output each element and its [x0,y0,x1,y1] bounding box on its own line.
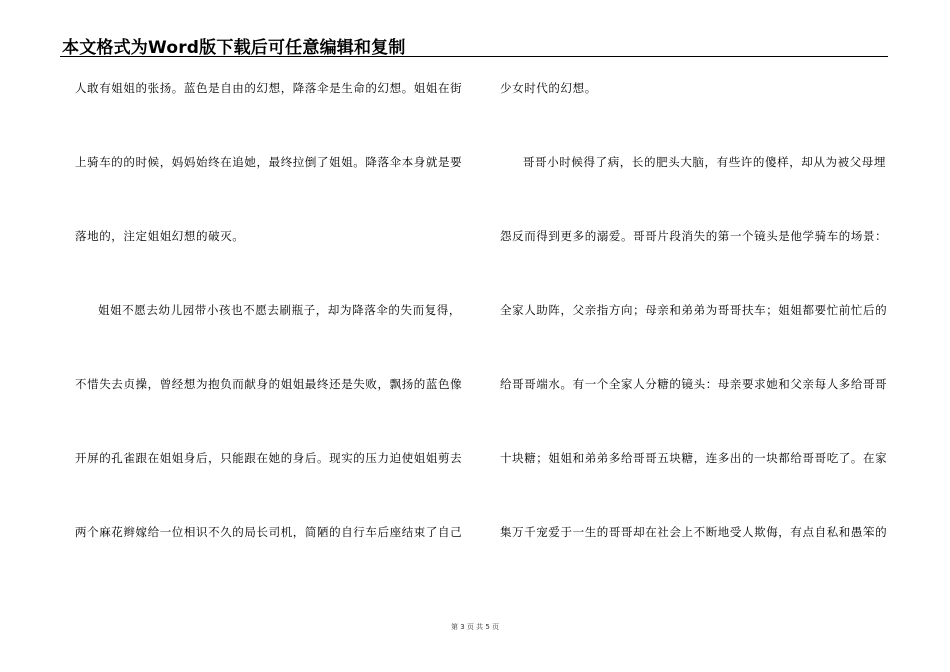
left-line-5: 不惜失去贞操，曾经想为抱负而献身的姐姐最终还是失败，飘扬的蓝色像 [75,377,463,391]
right-line-6: 十块糖；姐姐和弟弟多给哥哥五块糖，连多出的一块都给哥哥吃了。在家 [500,451,888,465]
left-line-6: 开屏的孔雀跟在姐姐身后，只能跟在她的身后。现实的压力迫使姐姐剪去 [75,451,463,465]
left-line-3: 落地的，注定姐姐幻想的破灭。 [75,229,245,243]
left-line-2: 上骑车的的时候，妈妈始终在追她，最终拉倒了姐姐。降落伞本身就是要 [75,155,463,169]
right-line-7: 集万千宠爱于一生的哥哥却在社会上不断地受人欺侮，有点自私和愚笨的 [500,525,888,539]
page-number-footer: 第 3 页 共 5 页 [450,623,500,631]
left-line-4: 姐姐不愿去幼儿园带小孩也不愿去刷瓶子，却为降落伞的失而复得， [98,303,461,317]
right-line-5: 给哥哥端水。有一个全家人分糖的镜头：母亲要求她和父亲每人多给哥哥 [500,377,888,391]
left-line-1: 人敢有姐姐的张扬。蓝色是自由的幻想，降落伞是生命的幻想。姐姐在街 [75,81,463,95]
left-line-7: 两个麻花辫嫁给一位相识不久的局长司机，简陋的自行车后座结束了自己 [75,525,463,539]
right-line-3: 怨反而得到更多的溺爱。哥哥片段消失的第一个镜头是他学骑车的场景： [500,229,888,243]
document-header-title: 本文格式为Word版下载后可任意编辑和复制 [62,38,406,58]
right-line-2: 哥哥小时候得了病，长的肥头大脑，有些许的傻样，却从为被父母埋 [523,155,886,169]
right-line-4: 全家人助阵，父亲指方向；母亲和弟弟为哥哥扶车；姐姐都要忙前忙后的 [500,303,888,317]
right-line-1: 少女时代的幻想。 [500,81,597,95]
header-divider [60,56,888,57]
